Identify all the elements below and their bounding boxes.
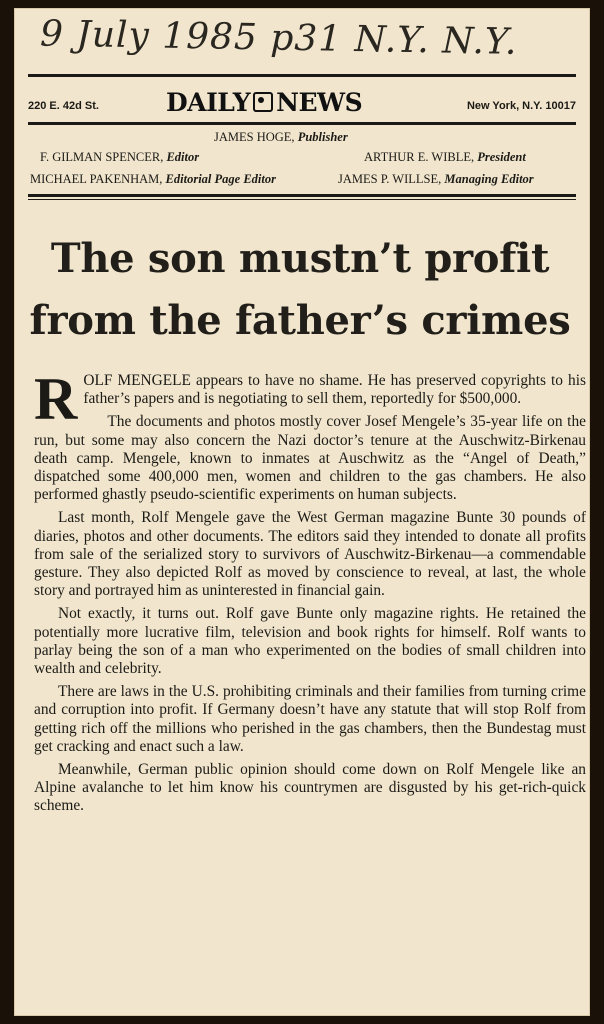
masthead xyxy=(28,86,576,120)
paragraph-2: The documents and photos mostly cover Josef Mengele’s 35-year life on the run, but some may also concern the Nazi doctor’s tenure at the Auschwitz-Birkenau death camp. Mengele, known to inmates at Auschwitz as the “Angel of Death,” dispatched some 400,000 men, women and children to the gas chambers. He also performed ghastly pseudo-scientific experiments on human subjects. xyxy=(34,413,586,504)
publisher-role: Publisher xyxy=(297,130,348,144)
camera-emblem-icon xyxy=(253,92,273,112)
masthead-rule xyxy=(28,122,576,125)
headline-line-2: from the father’s crimes xyxy=(29,297,571,344)
staff-president xyxy=(364,150,526,165)
managing-editor-role: Managing Editor xyxy=(444,172,534,186)
paragraph-4: Not exactly, it turns out. Rolf gave Bunte only magazine rights. He retained the potentially more lucrative film, television and book rights for himself. Rolf wants to parlay being the son of a man who experimented on the bodies of small children into wealth and celebrity. xyxy=(34,605,586,678)
drop-cap: R xyxy=(34,366,78,432)
logo-news: NEWS xyxy=(276,87,363,117)
editorial-body xyxy=(34,366,586,821)
handwritten-date-note: 9 July 1985 p31 N.Y. N.Y. xyxy=(39,13,518,63)
paragraph-1-text: OLF MENGELE appears to have no shame. He has preserved copyrights to his father’s papers and is negotiating to sell them, reportedly for $500,000. xyxy=(83,372,586,408)
president-role: President xyxy=(477,150,526,164)
editorial-page-editor-role: Editorial Page Editor xyxy=(165,172,276,186)
staff-editor xyxy=(40,150,199,165)
staff-managing-editor xyxy=(338,172,534,187)
publisher-name: JAMES HOGE, xyxy=(214,130,295,144)
paragraph-1 xyxy=(34,366,586,432)
headline xyxy=(20,228,580,352)
editor-role: Editor xyxy=(166,150,200,164)
staff-editorial-page-editor xyxy=(30,172,276,187)
logo-daily: DAILY xyxy=(166,87,251,117)
daily-news-logo xyxy=(166,86,362,118)
editor-name: F. GILMAN SPENCER, xyxy=(40,150,164,164)
staff-publisher xyxy=(214,130,348,145)
paragraph-3: Last month, Rolf Mengele gave the West German magazine Bunte 30 pounds of diaries, photos and other documents. The editors said they intended to donate all profits from sale of the serialized story to survivors of Auschwitz-Birkenau—a commendable gesture. They also depicted Rolf as moved by conscience to reveal, at last, the whole story and portrayed him as uninterested in financial gain. xyxy=(34,509,586,600)
staff-rule-thin xyxy=(28,199,576,200)
masthead-city: New York, N.Y. 10017 xyxy=(466,100,576,112)
president-name: ARTHUR E. WIBLE, xyxy=(364,150,475,164)
headline-line-1: The son mustn’t profit xyxy=(50,235,550,282)
paragraph-5: There are laws in the U.S. prohibiting criminals and their families from turning crime and corruption into profit. If Germany doesn’t have any statute that will stop Rolf from getting rich off the millions who perished in the gas chambers, then the Bundestag must get cracking and enact such a law. xyxy=(34,683,586,755)
staff-rule xyxy=(28,194,576,197)
managing-editor-name: JAMES P. WILLSE, xyxy=(338,172,442,186)
top-rule xyxy=(28,74,576,77)
masthead-address: 220 E. 42d St. xyxy=(28,100,99,112)
editorial-page-editor-name: MICHAEL PAKENHAM, xyxy=(30,172,163,186)
paragraph-6: Meanwhile, German public opinion should come down on Rolf Mengele like an Alpine avalanche to let him know his countrymen are disgusted by his get-rich-quick scheme. xyxy=(34,761,586,815)
